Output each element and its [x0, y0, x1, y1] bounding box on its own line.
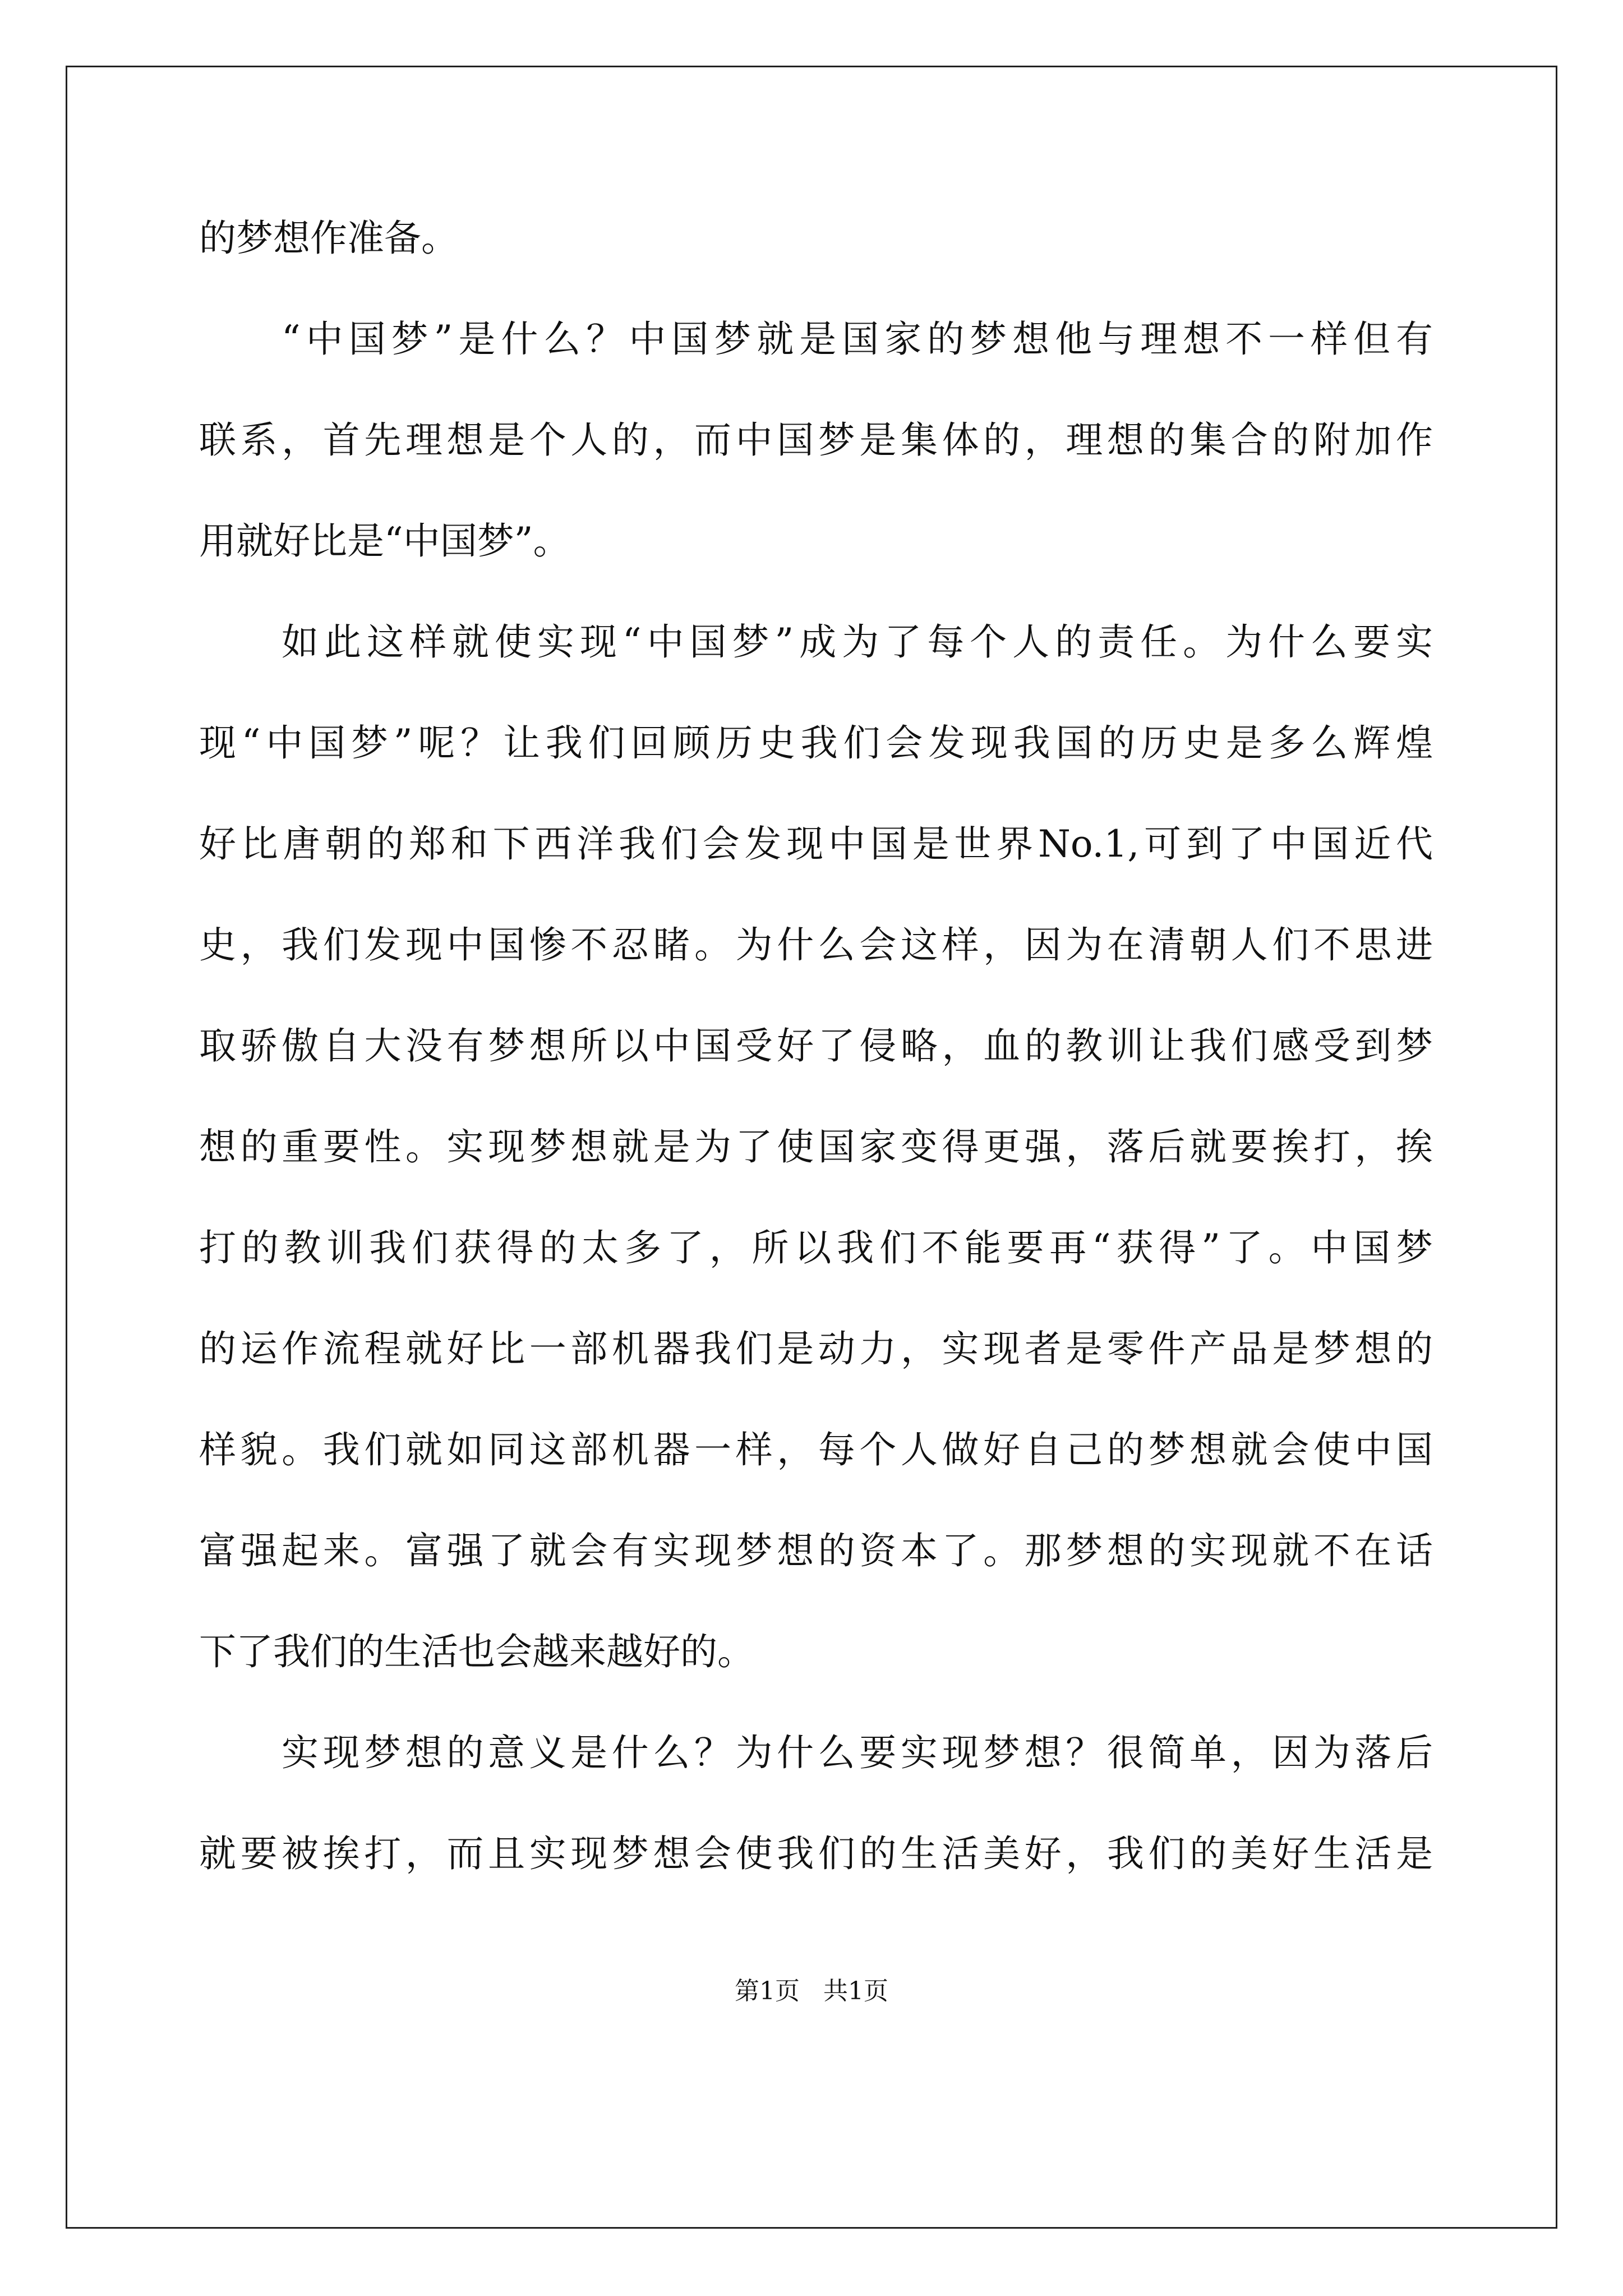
text-line: 富强起来。富强了就会有实现梦想的资本了。那梦想的实现就不在话: [199, 1529, 1433, 1572]
text-line: 就要被挨打，而且实现梦想会使我们的生活美好，我们的美好生活是: [199, 1832, 1433, 1875]
text-line: 如此这样就使实现“中国梦”成为了每个人的责任。为什么要实: [282, 620, 1433, 664]
text-line: 现“中国梦”呢？让我们回顾历史我们会发现我国的历史是多么辉煌: [199, 721, 1433, 765]
page-footer: 第1页 共1页: [735, 1977, 888, 2005]
text-line: 史，我们发现中国惨不忍睹。为什么会这样，因为在清朝人们不思进: [199, 923, 1433, 967]
text-line: 样貌。我们就如同这部机器一样，每个人做好自己的梦想就会使中国: [199, 1428, 1433, 1471]
text-line: 的运作流程就好比一部机器我们是动力，实现者是零件产品是梦想的: [199, 1327, 1433, 1370]
text-line: 想的重要性。实现梦想就是为了使国家变得更强，落后就要挨打，挨: [199, 1125, 1433, 1168]
text-line: 好比唐朝的郑和下西洋我们会发现中国是世界No.1,可到了中国近代: [199, 822, 1433, 866]
text-line: 用就好比是“中国梦”。: [199, 519, 570, 563]
text-line: “中国梦”是什么？中国梦就是国家的梦想他与理想不一样但有: [282, 318, 1433, 361]
text-line: 联系，首先理想是个人的，而中国梦是集体的，理想的集合的附加作: [199, 418, 1433, 462]
text-line: 打的教训我们获得的太多了，所以我们不能要再“获得”了。中国梦: [199, 1226, 1433, 1269]
text-line: 下了我们的生活也会越来越好的。: [199, 1630, 754, 1673]
text-line: 的梦想作准备。: [199, 217, 458, 260]
text-line: 取骄傲自大没有梦想所以中国受好了侵略，血的教训让我们感受到梦: [199, 1024, 1433, 1068]
text-line: 实现梦想的意义是什么？为什么要实现梦想？很简单，因为落后: [282, 1731, 1433, 1774]
